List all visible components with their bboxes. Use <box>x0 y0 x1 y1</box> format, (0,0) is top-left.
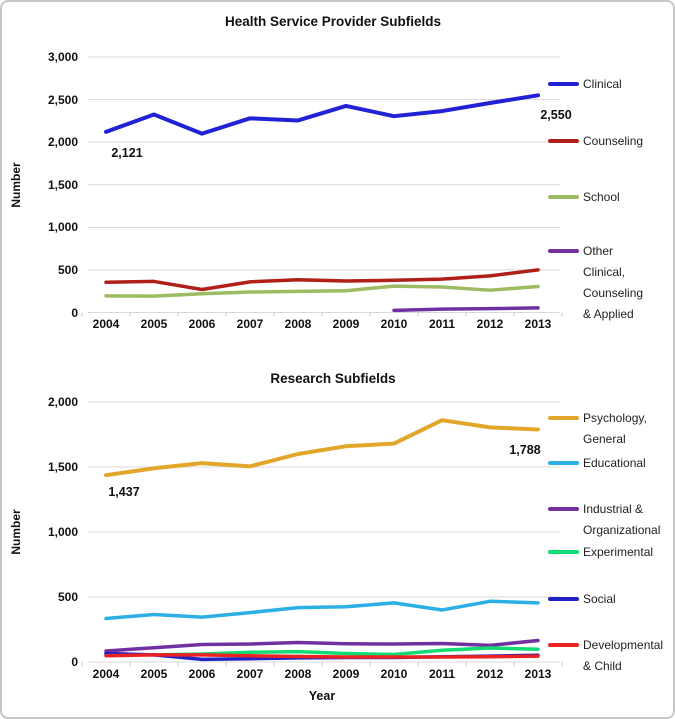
y-tick-label: 1,000 <box>47 220 78 235</box>
series-line-school <box>106 286 538 296</box>
legend-label: Clinical <box>583 76 622 91</box>
series-line-educational <box>106 601 538 618</box>
x-tick-label: 2007 <box>236 317 264 331</box>
x-tick-label: 2011 <box>428 317 456 331</box>
legend-label: Industrial & Organizational <box>583 501 661 537</box>
x-tick-label: 2004 <box>92 667 120 681</box>
x-tick-label: 2011 <box>428 667 456 681</box>
x-tick-label: 2013 <box>524 667 552 681</box>
x-tick-label: 2005 <box>140 317 168 331</box>
x-tick-label: 2012 <box>476 317 504 331</box>
x-tick-label: 2006 <box>188 667 216 681</box>
x-tick-label: 2009 <box>332 667 360 681</box>
y-tick-label: 2,000 <box>47 135 78 150</box>
legend-label: Experimental <box>583 544 654 559</box>
x-tick-label: 2005 <box>140 667 168 681</box>
x-tick-label: 2009 <box>332 317 360 331</box>
legend-swatch <box>548 597 579 601</box>
legend-swatch <box>548 416 579 420</box>
y-tick-label: 1,500 <box>47 460 78 474</box>
y-tick-label: 500 <box>57 262 78 277</box>
x-tick-label: 2013 <box>524 317 552 331</box>
legend-label: Developmental & Child <box>583 637 664 673</box>
legend-label: Psychology, General <box>583 410 647 446</box>
x-tick-label: 2012 <box>476 667 504 681</box>
x-tick-label: 2006 <box>188 317 216 331</box>
legend-swatch <box>548 461 579 465</box>
y-axis-label-number-top: Number <box>9 162 23 208</box>
legend-label: Other Clinical, Counseling & Applied <box>583 243 644 321</box>
legend-swatch <box>548 249 579 253</box>
x-tick-label: 2007 <box>236 667 264 681</box>
chart-title-health-service: Health Service Provider Subfields <box>224 14 442 29</box>
y-tick-label: 500 <box>57 590 78 604</box>
legend-swatch <box>548 643 579 647</box>
y-axis-label-number-bottom: Number <box>9 509 23 555</box>
plot-canvas <box>2 2 675 719</box>
legend-swatch <box>548 139 579 143</box>
x-axis-label-year: Year <box>308 689 336 703</box>
x-tick-label: 2008 <box>284 317 312 331</box>
legend-label: Counseling <box>583 133 644 148</box>
data-label: 2,550 <box>540 108 572 123</box>
series-line-counseling <box>106 270 538 290</box>
data-label: 1,788 <box>509 442 541 457</box>
x-tick-label: 2010 <box>380 317 408 331</box>
y-tick-label: 2,000 <box>47 395 78 409</box>
legend-swatch <box>548 507 579 511</box>
y-tick-label: 1,000 <box>47 525 78 539</box>
y-tick-label: 0 <box>71 655 78 669</box>
legend-label: School <box>583 189 620 204</box>
y-tick-label: 0 <box>71 305 78 320</box>
x-tick-label: 2008 <box>284 667 312 681</box>
x-tick-label: 2004 <box>92 317 120 331</box>
y-tick-label: 1,500 <box>47 177 78 192</box>
data-label: 1,437 <box>108 485 140 500</box>
series-line-other-clinical-counseling-applied <box>394 308 538 311</box>
x-tick-label: 2010 <box>380 667 408 681</box>
legend-swatch <box>548 195 579 199</box>
legend-swatch <box>548 82 579 86</box>
series-line-clinical <box>106 95 538 133</box>
legend-label: Social <box>583 591 616 606</box>
legend-swatch <box>548 550 579 554</box>
y-tick-label: 2,500 <box>47 92 78 107</box>
y-tick-label: 3,000 <box>47 50 78 64</box>
data-label: 2,121 <box>111 145 143 160</box>
chart-title-research: Research Subfields <box>270 371 396 386</box>
legend-label: Educational <box>583 455 646 470</box>
